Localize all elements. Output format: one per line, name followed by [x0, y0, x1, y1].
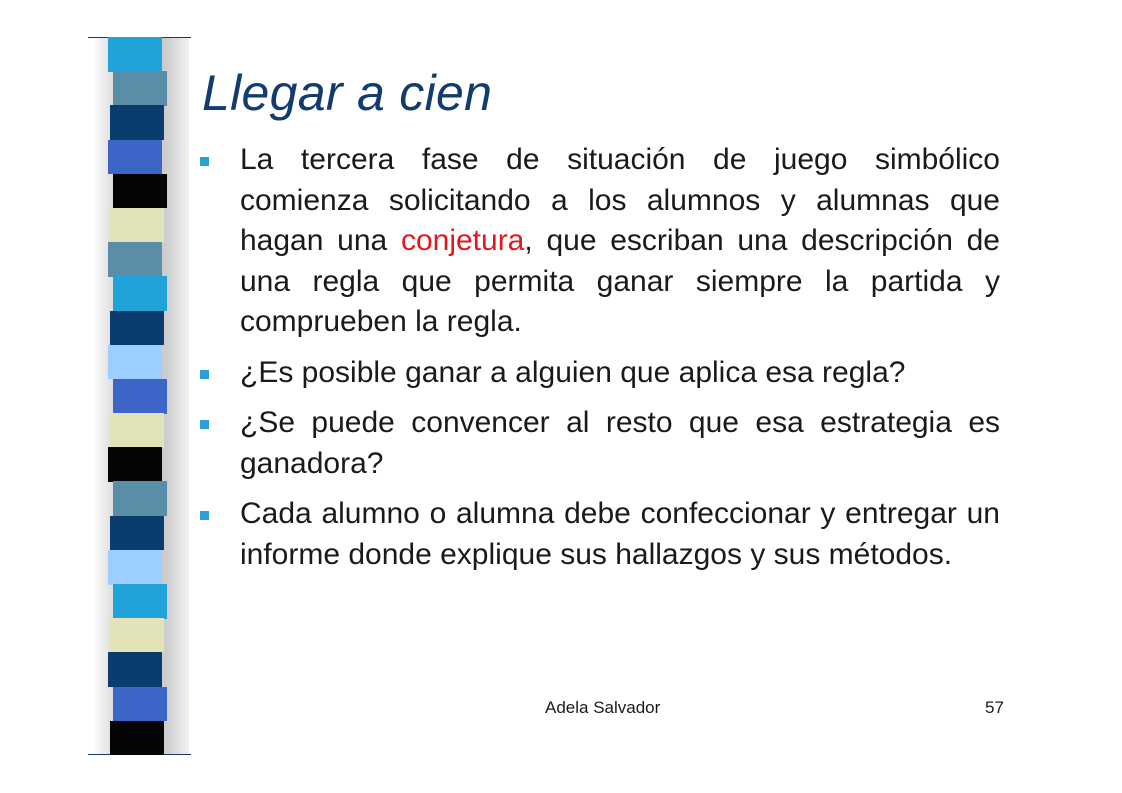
color-band: [108, 140, 162, 175]
color-band: [108, 447, 162, 482]
slide-title: Llegar a cien: [202, 65, 493, 121]
square-bullet-icon: [200, 511, 209, 520]
bullet-text: ¿Es posible ganar a alguien que aplica esa regla?: [240, 355, 906, 389]
color-band: [110, 311, 164, 346]
bullet-list: [200, 140, 1000, 585]
bullet-text: ¿Se puede convencer al resto que esa estrategia es ganadora?: [240, 406, 1000, 480]
square-bullet-icon: [200, 157, 209, 166]
color-band: [113, 379, 167, 414]
color-band: [108, 242, 162, 277]
color-band: [113, 481, 167, 516]
square-bullet-icon: [200, 420, 209, 429]
bullet-text: Cada alumno o alumna debe confeccionar y entregar un informe donde explique sus hallazgos y sus métodos.: [240, 497, 1000, 571]
page-number: 57: [985, 698, 1004, 717]
color-band: [110, 208, 164, 243]
square-bullet-icon: [200, 370, 209, 379]
color-band: [113, 687, 167, 722]
bullet-text: La tercera fase de situación de juego simbólico comienza solicitando a los alumnos y alumnas que hagan una conjetura, que escriban una descripción de una regla que permita ganar siempre la partida y comprueben la regla.: [240, 143, 1000, 338]
color-band: [108, 652, 162, 687]
footer-author: Adela Salvador: [545, 698, 661, 717]
decorative-striped-column: [88, 37, 191, 755]
color-band: [110, 413, 164, 448]
color-band: [108, 550, 162, 585]
color-band: [110, 721, 164, 756]
color-band: [108, 37, 162, 72]
bullet-item: [200, 140, 1000, 343]
color-band: [113, 584, 167, 619]
color-band: [113, 276, 167, 311]
bullet-item: [200, 494, 1000, 575]
color-band: [110, 618, 164, 653]
color-band: [108, 345, 162, 380]
color-band: [110, 516, 164, 551]
color-band: [113, 174, 167, 209]
color-band: [113, 71, 167, 106]
color-band: [110, 105, 164, 140]
bullet-item: [200, 353, 1000, 394]
bullet-item: [200, 403, 1000, 484]
highlighted-term: conjetura: [400, 224, 525, 257]
